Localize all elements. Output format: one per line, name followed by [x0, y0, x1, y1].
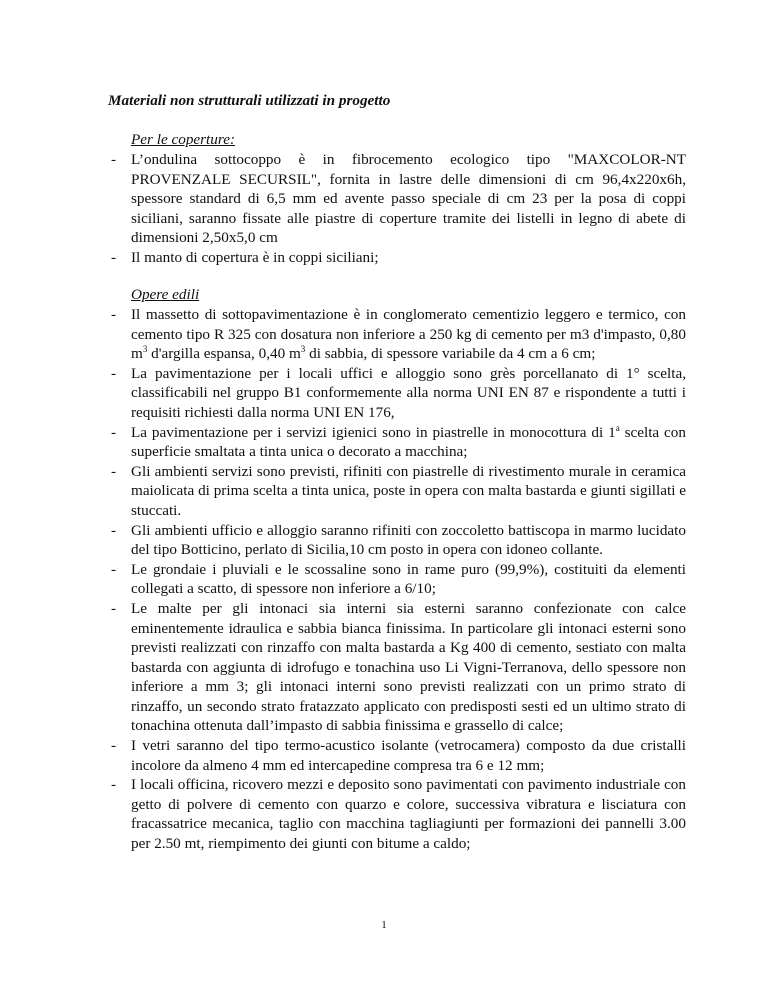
list-item	[111, 775, 686, 853]
bullet-dash: -	[111, 560, 117, 578]
section-heading-coperture: Per le coperture:	[131, 131, 236, 148]
list-item-text: La pavimentazione per i locali uffici e alloggio sono grès porcellanato di 1° scelta, classificabili nel gruppo B1 conformemente alla norma UNI EN 87 e rispondente a tutti i requisiti richiesti dalla norma UNI EN 176,	[131, 364, 686, 421]
page-number: 1	[381, 919, 387, 931]
list-item-text: L’ondulina sottocoppo è in fibrocemento ecologico tipo "MAXCOLOR-NT PROVENZALE SECURSIL", fornita in lastre delle dimensioni di cm 96,4x220x6h, spessore standard di 6,5 mm ed avente passo speciale di cm 23 per la posa di coppi siciliani, saranno fissate alle piastre di coperture tramite dei listelli in legno di abete di dimensioni 2,50x5,0 cm	[131, 151, 686, 247]
list-item	[111, 150, 686, 248]
bullet-dash: -	[111, 248, 117, 266]
list-item-text: I vetri saranno del tipo termo-acustico isolante (vetrocamera) composto da due cristalli incolore da almeno 4 mm ed intercapedine compresa tra 6 e 12 mm;	[131, 737, 686, 774]
list-item-text: Le malte per gli intonaci sia interni sia esterni saranno confezionate con calce eminentemente idraulica e sabbia bianca finissima. In particolare gli intonaci esterni sono previsti realizzati con rinzaffo con malta bastarda a Kg 400 di cemento, sestiato con malta bastarda con aggiunta di idrofugo e tonachina uso Li Vigni-Terranova, dello spessore non inferiore a mm 3; gli intonaci interni sono previsti realizzati con un primo strato di rinzaffo, un secondo strato fratazzato applicato con predisposti sesti ed un ultimo strato di tonachina ottenuta dall’impasto di sabbia finissima e grassello di calce;	[131, 599, 686, 735]
bullet-dash: -	[111, 462, 117, 480]
list-item-text: Il massetto di sottopavimentazione è in conglomerato cementizio leggero e termico, con cemento tipo R 325 con dosatura non inferiore a 250 kg di cemento per m3 d'impasto, 0,80 $m^3$ d'argilla espansa, 0,40 $m^3$ di sabbia, di spessore variabile da 4 cm a 6 cm;	[131, 306, 686, 363]
list-item	[111, 364, 686, 423]
list-item-text: Gli ambienti ufficio e alloggio saranno rifiniti con zoccoletto battiscopa in marmo lucidato del tipo Botticino, perlato di Sicilia,10 cm posto in opera con idoneo collante.	[131, 521, 686, 559]
list-item-text: La pavimentazione per i servizi igienici sono in piastrelle in monocottura di 1$^a$ scelta con superficie smaltata a tinta unica o decorato a macchina;	[131, 422, 686, 461]
bullet-dash: -	[111, 151, 117, 168]
bullet-dash: -	[111, 423, 117, 441]
section-heading-opere-edili: Opere edili	[131, 286, 200, 303]
bullet-dash: -	[111, 364, 117, 382]
list-item-text: Le grondaie i pluviali e le scossaline sono in rame puro (99,9%), costituiti da elementi collegati a scatto, di spessore non inferiore a 6/10;	[131, 560, 686, 598]
bullet-dash: -	[111, 776, 117, 794]
bullet-dash: -	[111, 737, 117, 755]
list-item	[111, 422, 686, 462]
document-title: Materiali non strutturali utilizzati in progetto	[108, 92, 391, 109]
list-item	[111, 305, 686, 364]
bullet-dash: -	[111, 599, 117, 617]
bullet-dash: -	[111, 521, 117, 539]
list-coperture	[111, 150, 686, 268]
list-item-text: Gli ambienti servizi sono previsti, rifiniti con piastrelle di rivestimento murale in ceramica maiolicata di prima scelta a tinta unica, poste in opera con malta bastarda e giunti sigillati e stuccati.	[131, 462, 686, 519]
list-item-text: I locali officina, ricovero mezzi e deposito sono pavimentati con pavimento industriale con getto di polvere di cemento con quarzo e colore, successiva vibratura e lisciatura con fracassatrice mecanica, taglio con macchina tagliagiunti per formazioni dei pannelli 3.00 per 2.50 mt, riempimento dei giunti con bitume a caldo;	[131, 776, 686, 853]
list-item-text: Il manto di copertura è in coppi siciliani;	[131, 248, 379, 266]
list-item	[111, 521, 686, 560]
list-item	[111, 248, 686, 268]
list-item	[111, 599, 686, 736]
list-item	[111, 462, 686, 521]
bullet-dash: -	[111, 306, 117, 323]
list-item	[111, 560, 686, 599]
list-item	[111, 736, 686, 775]
list-opere-edili	[111, 305, 686, 854]
